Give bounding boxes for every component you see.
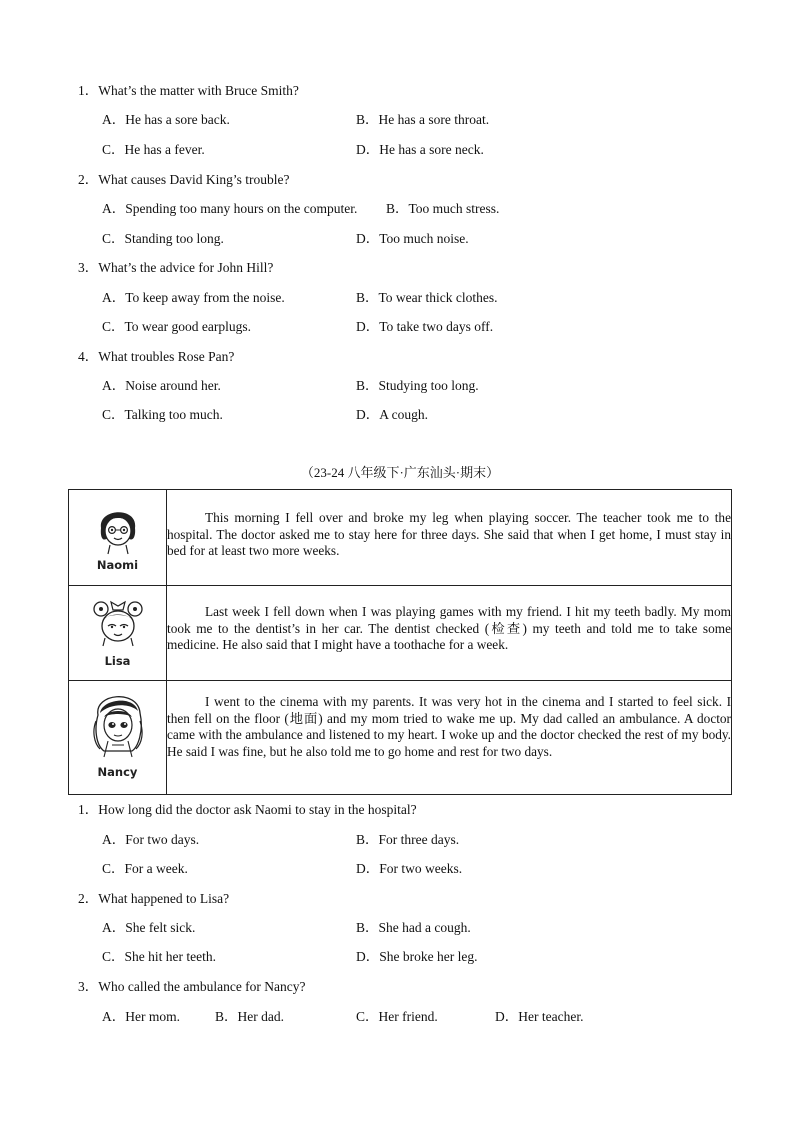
question-1-option-b: B．He has a sore throat. <box>356 112 490 127</box>
question-1-option-c: C．He has a fever. <box>102 142 205 157</box>
question-1-option-d: D．He has a sore neck. <box>356 142 484 157</box>
source-label: （23-24 八年级下·广东汕头·期末） <box>300 465 500 480</box>
passage-row-naomi <box>69 490 732 586</box>
question-1-stem: 1．What’s the matter with Bruce Smith? <box>78 83 299 98</box>
passage-question-3-option-a: A．Her mom. <box>102 1009 180 1024</box>
passage-question-3-stem: 3．Who called the ambulance for Nancy? <box>78 979 306 994</box>
passage-question-1-option-b: B．For three days. <box>356 832 460 847</box>
avatar-cell <box>69 681 167 795</box>
naomi-avatar <box>88 498 148 558</box>
question-3-option-b: B．To wear thick clothes. <box>356 290 498 305</box>
question-3-option-d: D．To take two days off. <box>356 319 494 334</box>
passage-question-2-option-d: D．She broke her leg. <box>356 949 478 964</box>
lisa-name-label: Lisa <box>104 654 131 668</box>
question-2-option-a: A．Spending too many hours on the computer. <box>102 201 358 216</box>
passage-question-1-option-c: C．For a week. <box>102 861 188 876</box>
passage-row-lisa <box>69 586 732 681</box>
nancy-avatar <box>86 685 150 765</box>
passage-text-cell <box>167 681 732 795</box>
naomi-name-label: Naomi <box>96 558 139 572</box>
question-3-option-a: A．To keep away from the noise. <box>102 290 285 305</box>
passage-question-2-stem: 2．What happened to Lisa? <box>78 891 230 906</box>
nancy-passage: I went to the cinema with my parents. It was very hot in the cinema and I started to feel sick. I then fell on the floor (地面) and my mom tried to wake me up. My dad called an ambulance. A doctor came with the ambulance and listened to my heart. I woke up and the doctor checked the rest of my body. He said I was fine, but he also told me to go home and rest for two days. <box>167 694 731 759</box>
avatar-cell <box>69 490 167 586</box>
question-2-stem: 2．What causes David King’s trouble? <box>78 172 290 187</box>
passage-question-2-option-a: A．She felt sick. <box>102 920 196 935</box>
question-1-option-a: A．He has a sore back. <box>102 112 230 127</box>
passage-question-2-option-b: B．She had a cough. <box>356 920 471 935</box>
question-4-option-b: B．Studying too long. <box>356 378 479 393</box>
question-2-option-b: B．Too much stress. <box>386 201 500 216</box>
passage-question-3-option-b: B．Her dad. <box>215 1009 284 1024</box>
passage-row-nancy <box>69 681 732 795</box>
passage-table <box>68 489 732 795</box>
passage-question-1-stem: 1．How long did the doctor ask Naomi to stay in the hospital? <box>78 802 417 817</box>
question-3-stem: 3．What’s the advice for John Hill? <box>78 260 274 275</box>
passage-text-cell <box>167 490 732 586</box>
passage-text-cell <box>167 586 732 681</box>
passage-question-1-option-d: D．For two weeks. <box>356 861 463 876</box>
question-2-option-c: C．Standing too long. <box>102 231 224 246</box>
nancy-name-label: Nancy <box>97 765 138 779</box>
question-3-option-c: C．To wear good earplugs. <box>102 319 252 334</box>
naomi-passage: This morning I fell over and broke my leg when playing soccer. The teacher took me to the hospital. The doctor asked me to stay here for three days. She said that when I get home, I must stay in bed for at least two more weeks. <box>167 510 731 558</box>
question-4-stem: 4．What troubles Rose Pan? <box>78 349 235 364</box>
question-4-option-a: A．Noise around her. <box>102 378 221 393</box>
lisa-passage: Last week I fell down when I was playing games with my friend. I hit my teeth badly. My mom took me to the dentist’s in her car. The dentist checked (检查) my teeth and told me to take some medicine. He also said that I might have a toothache for a week. <box>167 604 731 652</box>
lisa-avatar <box>87 592 149 654</box>
question-2-option-d: D．Too much noise. <box>356 231 469 246</box>
question-4-option-c: C．Talking too much. <box>102 407 223 422</box>
passage-question-2-option-c: C．She hit her teeth. <box>102 949 216 964</box>
passage-question-3-option-c: C．Her friend. <box>356 1009 438 1024</box>
passage-question-3-option-d: D．Her teacher. <box>495 1009 584 1024</box>
question-4-option-d: D．A cough. <box>356 407 428 422</box>
avatar-cell <box>69 586 167 681</box>
passage-question-1-option-a: A．For two days. <box>102 832 200 847</box>
